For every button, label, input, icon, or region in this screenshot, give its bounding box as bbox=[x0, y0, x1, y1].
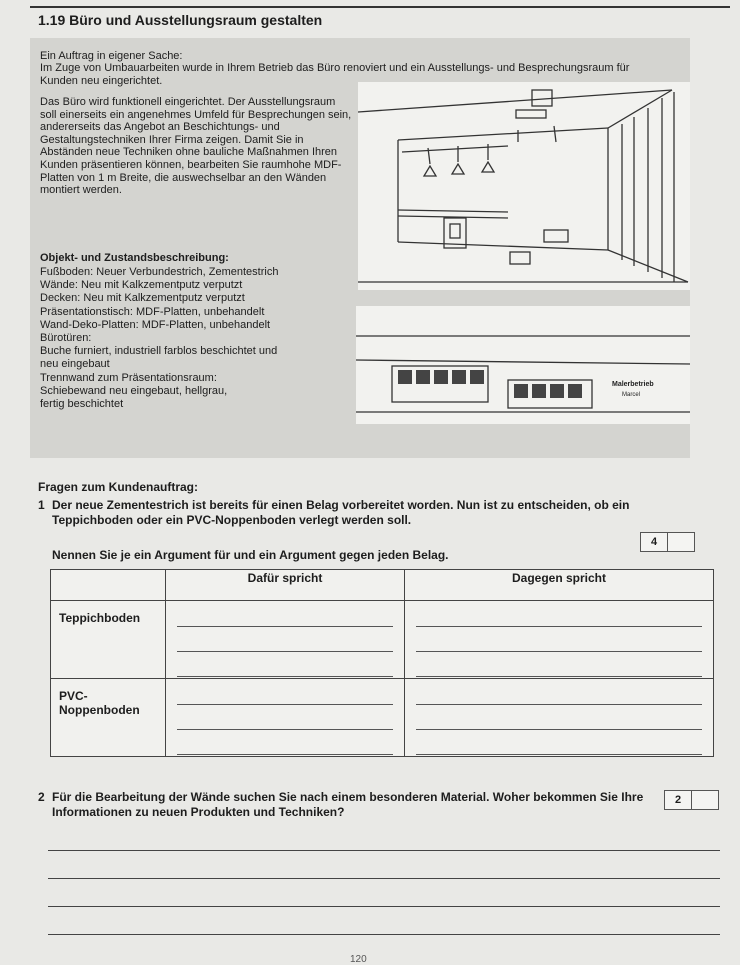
question-1-instruction: Nennen Sie je ein Argument für und ein Argument gegen jeden Belag. bbox=[52, 548, 449, 562]
object-line: Decken: Neu mit Kalkzementputz verputzt bbox=[40, 292, 245, 305]
answer-line[interactable] bbox=[48, 850, 720, 851]
object-line: neu eingebaut bbox=[40, 358, 110, 371]
room-sketch-illustration bbox=[358, 82, 690, 290]
answer-line[interactable] bbox=[416, 705, 702, 730]
object-line: Fußboden: Neuer Verbundestrich, Zementestrich bbox=[40, 266, 279, 278]
object-line: Buche furniert, industriell farblos beschichtet und bbox=[40, 345, 278, 358]
sign-name: Marcel bbox=[622, 392, 641, 398]
answer-line[interactable] bbox=[177, 627, 393, 652]
object-description bbox=[40, 266, 360, 411]
office-sketch-illustration bbox=[356, 306, 690, 424]
object-line: Wand-Deko-Platten: MDF-Platten, unbehandelt bbox=[40, 318, 271, 331]
pvc-con-cell[interactable] bbox=[405, 679, 714, 757]
question-1-score-box bbox=[640, 532, 695, 552]
answer-line[interactable] bbox=[416, 730, 702, 755]
answer-table bbox=[50, 569, 714, 757]
score-blank[interactable] bbox=[667, 533, 694, 551]
question-2-text: Für die Bearbeitung der Wände suchen Sie nach einem besonderen Material. Woher bekommen Sie Ihre Informationen zu neuen Produkten und Techniken? bbox=[52, 790, 644, 819]
answer-line[interactable] bbox=[177, 680, 393, 705]
answer-line[interactable] bbox=[416, 652, 702, 677]
page-number: 120 bbox=[350, 954, 367, 965]
chapter-title: 1.19 Büro und Ausstellungsraum gestalten bbox=[38, 12, 323, 28]
task-intro: Im Zuge von Umbauarbeiten wurde in Ihrem Betrieb das Büro renoviert und ein Ausstellungs- und Besprechungsraum für Kunden neu eingerichtet. bbox=[40, 62, 630, 87]
task-description: Das Büro wird funktionell eingerichtet. Der Ausstellungsraum soll einerseits ein angenehmes Umfeld für Besprechungen sein, andererseits das Angebot an Beschichtungs- und Gestaltungstechniken Ihrer Firma zeigen. Damit Sie in Abständen neue Techniken ohne bauliche Maßnahmen Ihren Kunden präsentieren können, bearbeiten Sie raumhohe MDF-Platten von 1 m Breite, die auswechselbar an den Wänden montiert werden. bbox=[40, 96, 352, 197]
row-label-carpet: Teppichboden bbox=[51, 601, 166, 679]
question-2-score-box bbox=[664, 790, 719, 810]
answer-line[interactable] bbox=[177, 652, 393, 677]
column-header-con: Dagegen spricht bbox=[405, 570, 714, 601]
object-line: fertig beschichtet bbox=[40, 398, 124, 411]
task-heading: Ein Auftrag in eigener Sache: bbox=[40, 50, 183, 62]
column-header-pro: Dafür spricht bbox=[166, 570, 405, 601]
row-label-pvc: PVC-Noppenboden bbox=[51, 679, 166, 757]
question-2-number: 2 bbox=[38, 790, 45, 804]
score-blank[interactable] bbox=[691, 791, 718, 809]
carpet-pro-cell[interactable] bbox=[166, 601, 405, 679]
answer-line[interactable] bbox=[177, 730, 393, 755]
sign-label: Malerbetrieb bbox=[612, 381, 654, 388]
pvc-pro-cell[interactable] bbox=[166, 679, 405, 757]
table-corner bbox=[51, 570, 166, 601]
answer-line[interactable] bbox=[416, 680, 702, 705]
answer-line[interactable] bbox=[48, 906, 720, 907]
question-1-number: 1 bbox=[38, 498, 45, 512]
score-points: 2 bbox=[674, 794, 682, 806]
answer-line[interactable] bbox=[48, 878, 720, 879]
questions-heading: Fragen zum Kundenauftrag: bbox=[38, 480, 199, 494]
answer-line[interactable] bbox=[177, 602, 393, 627]
object-line: Schiebewand neu eingebaut, hellgrau, bbox=[40, 384, 228, 397]
object-line: Präsentationstisch: MDF-Platten, unbehandelt bbox=[40, 305, 265, 318]
object-heading: Objekt- und Zustandsbeschreibung: bbox=[40, 252, 229, 264]
answer-line[interactable] bbox=[48, 934, 720, 935]
object-line: Trennwand zum Präsentationsraum: bbox=[40, 371, 217, 384]
answer-line[interactable] bbox=[416, 602, 702, 627]
carpet-con-cell[interactable] bbox=[405, 601, 714, 679]
answer-line[interactable] bbox=[177, 705, 393, 730]
top-rule bbox=[30, 6, 730, 8]
score-points: 4 bbox=[650, 536, 658, 548]
object-line: Bürotüren: bbox=[40, 332, 92, 345]
question-1-text: Der neue Zementestrich ist bereits für einen Belag vorbereitet worden. Nun ist zu entscheiden, ob ein Teppichboden oder ein PVC-Noppenboden verlegt werden soll. bbox=[52, 498, 630, 527]
answer-line[interactable] bbox=[416, 627, 702, 652]
object-line: Wände: Neu mit Kalkzementputz verputzt bbox=[40, 279, 243, 292]
